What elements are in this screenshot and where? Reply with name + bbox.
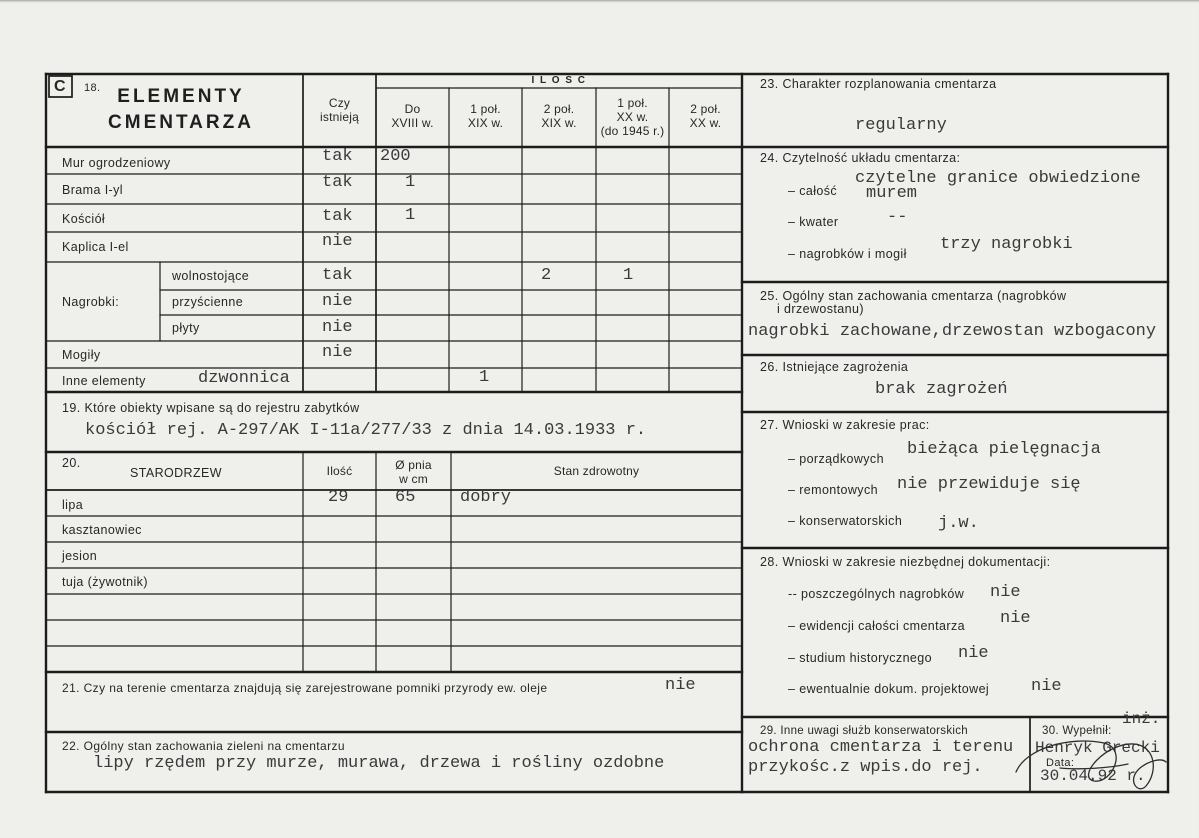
exists-value: nie (322, 292, 353, 311)
period-header: 1 poł. XX w. (do 1945 r.) (600, 96, 665, 138)
period-header: Do XVIII w. (391, 102, 434, 130)
typed-answer: lipy rzędem przy murze, murawa, drzewa i rośliny ozdobne (93, 754, 665, 773)
other-element-name: dzwonnica (198, 369, 290, 388)
quantity-value: 200 (380, 147, 411, 166)
period-header: 2 poł. XX w. (689, 102, 722, 130)
typed-answer: nie przewiduje się (897, 475, 1081, 494)
typed-answer: nie (665, 676, 696, 695)
row-label: Kaplica I-el (62, 240, 129, 254)
exists-value: tak (322, 207, 353, 226)
exists-value: tak (322, 147, 353, 166)
column-header: Ø pnia w cm (395, 458, 432, 486)
typed-answer: ochrona cmentarza i terenu (748, 738, 1014, 757)
typed-answer: -- (887, 208, 908, 227)
section-title: CMENTARZA (108, 112, 254, 133)
row-label: Brama I-yl (62, 183, 123, 197)
section-title: ELEMENTY (117, 86, 245, 107)
row-sublabel: wolnostojące (172, 269, 250, 283)
section-label: 22. Ogólny stan zachowania zieleni na cmentarzu (62, 739, 345, 753)
typed-answer: murem (866, 184, 918, 203)
column-header: Ilość (326, 464, 353, 478)
filled-by-name: Henryk Grecki (1035, 739, 1160, 757)
section-label: 28. Wnioski w zakresie niezbędnej dokumentacji: (760, 555, 1051, 569)
period-header: 1 poł. XIX w. (467, 102, 504, 130)
section-label: 30. Wypełnił: (1042, 725, 1112, 737)
row-label: Mur ogrodzeniowy (62, 156, 171, 170)
exists-value: nie (322, 232, 353, 251)
item-label: – porządkowych (788, 452, 884, 466)
section-label: i drzewostanu) (777, 302, 864, 316)
section-label: 26. Istniejące zagrożenia (760, 360, 909, 374)
quantity-value: 1 (405, 173, 416, 192)
item-label: – ewidencji całości cmentarza (788, 619, 965, 633)
section-label: 24. Czytelność układu cmentarza: (760, 151, 961, 165)
typed-answer: j.w. (938, 514, 979, 533)
row-sublabel: płyty (172, 321, 200, 335)
tree-species: kasztanowiec (62, 523, 142, 537)
item-label: – konserwatorskich (788, 514, 903, 528)
item-label: – ewentualnie dokum. projektowej (788, 682, 990, 696)
quantity-column-header: I L O Ś Ć (531, 75, 587, 86)
typed-answer: trzy nagrobki (940, 235, 1073, 254)
row-group-label: Nagrobki: (62, 295, 120, 309)
item-label: – remontowych (788, 483, 878, 497)
typed-answer: brak zagrożeń (875, 380, 1008, 399)
section-label: 21. Czy na terenie cmentarza znajdują się zarejestrowane pomniki przyrody ew. oleje (62, 681, 548, 695)
filled-by-title: inż. (1122, 710, 1161, 728)
tree-species: jesion (62, 549, 98, 563)
section-number: 20. (62, 456, 81, 470)
typed-answer: nagrobki zachowane,drzewostan wzbogacony (748, 322, 1157, 341)
quantity-value: 1 (479, 368, 490, 387)
typed-answer: nie (1000, 609, 1031, 628)
section-label: 27. Wnioski w zakresie prac: (760, 418, 930, 432)
row-label: Kościół (62, 212, 106, 226)
typed-answer: przykośc.z wpis.do rej. (748, 758, 983, 777)
section-label: 19. Które obiekty wpisane są do rejestru zabytków (62, 401, 360, 415)
typed-answer: nie (1031, 677, 1062, 696)
exists-value: nie (322, 343, 353, 362)
tree-species: lipa (62, 498, 84, 512)
item-label: – całość (788, 184, 838, 198)
section-number: 18. (84, 82, 101, 94)
item-label: – studium historycznego (788, 651, 932, 665)
exists-column-header: Czy istnieją (320, 96, 359, 124)
typed-answer: nie (990, 583, 1021, 602)
tree-diameter: 65 (395, 488, 416, 507)
section-label: 29. Inne uwagi służb konserwatorskich (760, 725, 968, 737)
form-code-letter: C (54, 78, 66, 95)
quantity-value: 2 (541, 266, 552, 285)
fill-date: 30.04.92 r. (1040, 767, 1146, 785)
item-label: -- poszczególnych nagrobków (788, 587, 965, 601)
section-title: STARODRZEW (130, 466, 222, 480)
tree-species: tuja (żywotnik) (62, 575, 148, 589)
tree-health: dobry (460, 488, 512, 507)
exists-value: tak (322, 266, 353, 285)
exists-value: nie (322, 318, 353, 337)
quantity-value: 1 (623, 266, 634, 285)
typed-answer: czytelne granice obwiedzione (855, 169, 1141, 188)
typed-answer: kościół rej. A-297/AK I-11a/277/33 z dnia 14.03.1933 r. (85, 421, 647, 440)
tree-quantity: 29 (328, 488, 349, 507)
row-label: Inne elementy (62, 374, 146, 388)
row-sublabel: przyścienne (172, 295, 244, 309)
section-label: 25. Ogólny stan zachowania cmentarza (nagrobków (760, 289, 1067, 303)
section-label: 23. Charakter rozplanowania cmentarza (760, 77, 997, 91)
date-label: Data: (1046, 757, 1075, 769)
period-header: 2 poł. XIX w. (541, 102, 577, 130)
item-label: – kwater (788, 215, 839, 229)
column-header: Stan zdrowotny (553, 464, 640, 478)
row-label: Mogiły (62, 348, 101, 362)
item-label: – nagrobków i mogił (788, 247, 907, 261)
typed-answer: nie (958, 644, 989, 663)
typed-answer: bieżąca pielęgnacja (907, 440, 1101, 459)
quantity-value: 1 (405, 206, 416, 225)
exists-value: tak (322, 173, 353, 192)
typed-answer: regularny (855, 116, 947, 135)
